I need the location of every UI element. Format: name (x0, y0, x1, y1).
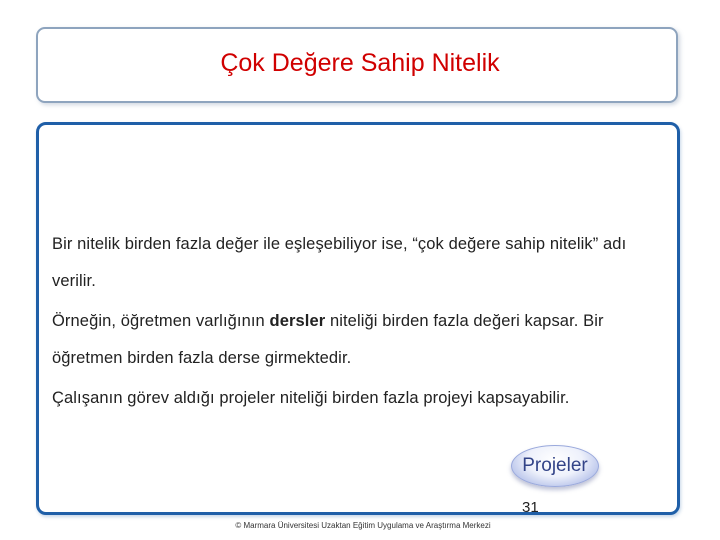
multivalued-attribute-ellipse (511, 445, 599, 487)
footer-copyright: © Marmara Üniversitesi Uzaktan Eğitim Uygulama ve Araştırma Merkezi (235, 521, 491, 530)
paragraph-projects: Çalışanın görev aldığı projeler niteliği birden fazla projeyi kapsayabilir. (52, 389, 570, 407)
paragraph-example-end: niteliği birden fazla değeri kapsar. Bir öğretmen birden fazla derse girmektedir. (52, 312, 604, 367)
paragraph-example-start: Örneğin, öğretmen varlığının (52, 312, 270, 330)
paragraph-example-bold: dersler (269, 312, 326, 330)
paragraph-definition: Bir nitelik birden fazla değer ile eşleşebiliyor ise, “çok değere sahip nitelik” adı verilir. (52, 235, 627, 290)
slide-title: Çok Değere Sahip Nitelik (220, 49, 500, 77)
page-number: 31 (522, 499, 539, 516)
attribute-label: Projeler (522, 455, 588, 476)
paragraph-example (52, 303, 672, 377)
